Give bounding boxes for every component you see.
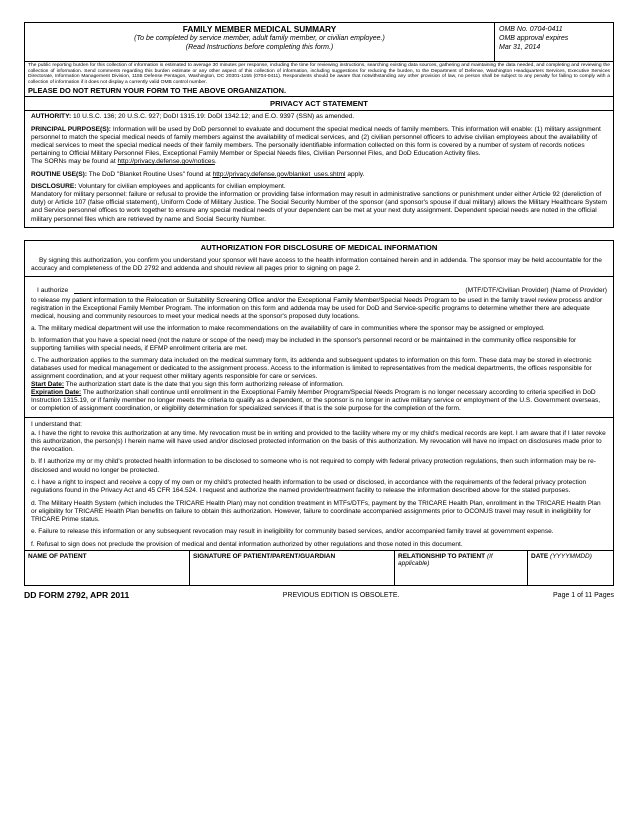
form-subtitle-1: (To be completed by service member, adult family member, or civilian employee.) [134,35,385,42]
expiration-text: The authorization shall continue until enrollment in the Exceptional Family Member Program/Special Needs Program is no longer necessary according to criteria specified in DoD Instruction 1315.19, or if family member no longer meets the criteria to qualify as a dependent, or the sponsor is no longer in active military service or employment of the U.S. Government overseas, or completion of assignment coordination, or eligibility determination for specialized services if that is the sole purpose for the completion of the form. [31,389,601,413]
routine-prefix: The DoD "Blanket Routine Uses" found at [87,170,213,178]
header-title-block [25,23,495,61]
relationship-label: RELATIONSHIP TO PATIENT [398,553,486,561]
obsolete-notice: PREVIOUS EDITION IS OBSOLETE. [282,591,400,599]
form-footer [24,586,614,600]
signature-label: SIGNATURE OF PATIENT/PARENT/GUARDIAN [193,553,336,561]
understand-item-b: b. If I authorize my or my child's protected health information to be disclosed to someone who is not required to comply with federal privacy protection regulations, then such information may be re-disclosed and would no longer be protected. [31,458,596,474]
purpose-paragraph [31,126,607,159]
disclosure-mandatory: Mandatory for military personnel: failure or refusal to provide the information or providing false information may result in administrative sanctions or punishment under either Article 92 (dereliction of duty) or Article 107 (false official statement), Uniform Code of Military Justice. The Social Security Number of the sponsor (and sponsor's spouse if dual military) allows the Military Healthcare System and Service personnel offices to work together to ensure any special medical needs of your dependent can be met at your next duty assignment. Dependent special needs are noted in the official military personnel files which are retrieved by name and Social Security Number. [31,191,608,223]
sorns-prefix: The SORNs may be found at [31,158,118,166]
privacy-act-title: PRIVACY ACT STATEMENT [25,97,613,111]
burden-statement: The public reporting burden for this collection of information is estimated to average 30 minutes per response, including the time for reviewing instructions, searching existing data sources, gathering and maintaining the data needed, and completing and reviewing the collection of information. Send comments regarding this burden estimate or any other aspect of this collection of information, including suggestions for reducing the burden, to the Department of Defense, Washington Headquarters Services, Executive Services Directorate, Information Management Division, 1155 Defense Pentagon, Washington, DC 20301-1155 (0704-0411). Respondents should be aware that notwithstanding any other provision of law, no person shall be subject to any penalty for failing to comply with a collection of information if it does not display a currently valid OMB control number. [24,62,614,85]
routine-label: ROUTINE USE(S): [31,170,88,178]
provider-type-label: (MTF/DTF/Civilian Provider) (Name of Provider) [465,287,607,295]
form-header [24,22,614,62]
routine-suffix: apply. [345,170,365,178]
start-date-text: The authorization start date is the date that you sign this form authorizing release of information. [64,381,344,389]
authorization-intro: By signing this authorization, you confirm you understand your sponsor will have access to the health information contained herein and in addenda. The sponsor may be held accountable for the accuracy and completeness of the DD 2792 and addenda and should review all pages prior to signing on page 2. [31,256,602,273]
authorization-section [24,240,614,551]
sorns-link[interactable]: http://privacy.defense.gov/notices [117,158,215,166]
purpose-label: PRINCIPAL PURPOSE(S): [31,125,111,133]
omb-block [495,23,613,61]
disclosure-text-1: Voluntary for civilian employees and applicants for civilian employment. [76,182,286,190]
expiration-label: Expiration Date: [31,389,82,397]
provider-name-field[interactable] [74,285,459,294]
routine-link[interactable]: http://privacy.defense.gov/blanket_uses.shtml [212,170,346,178]
understand-item-e: e. Failure to release this information or any subsequent revocation may result in ineligibility for community based services, and/or accompanied family travel at government expense. [31,528,554,536]
sorns-suffix: . [214,158,217,166]
sorns-paragraph [31,158,607,166]
authority-paragraph [31,113,607,121]
understand-intro: I understand that: [31,421,82,429]
understand-item-d: d. The Military Health System (which includes the TRICARE Health Plan) may not condition treatment in MTFs/DTFs, payment by the TRICARE Health Plan, enrollment in the TRICARE Health Plan or eligibility for TRICARE Health Plan benefits on failure to obtain this authorization. However, failure to coordinate accompanied assignments prior to OCONUS travel may result in ineligibility for TRICARE Prime status. [31,499,601,524]
auth-item-b: b. Information that you have a special need (not the nature or scope of the need) may be included in the sponsor's personnel record or be maintained in the community office responsible for supporting families with special needs, if EFMP enrollment criteria are met. [31,337,577,353]
date-label: DATE [531,553,549,561]
understand-item-c: c. I have a right to inspect and receive a copy of my own or my child's protected health information to be used or disclosed, in accordance with the requirements of the federal privacy protection regulations found in the Privacy Act and 45 CFR 164.524. I request and authorize the named provider/treatment facility to release the information described above for the stated purposes. [31,479,587,495]
understand-section [25,417,613,549]
form-title: FAMILY MEMBER MEDICAL SUMMARY [182,24,337,34]
signature-field[interactable] [190,551,395,585]
understand-item-f: f. Refusal to sign does not preclude the provision of medical and dental information authorized by other regulations and those noted in this document. [31,540,463,548]
signature-row [24,551,614,586]
relationship-field[interactable] [395,551,528,585]
i-authorize-label: I authorize [37,287,69,295]
date-note: (YYYYMMDD) [548,553,592,561]
form-subtitle-2: (Read Instructions before completing this form.) [185,44,334,51]
authority-text: 10 U.S.C. 136; 20 U.S.C. 927; DoDI 1315.19: DoDI 1342.12; and E.O. 9397 (SSN) as amended. [71,113,355,121]
omb-number: OMB No. 0704-0411 [499,26,563,33]
start-date-label: Start Date: [31,381,65,389]
privacy-act-section [24,97,614,227]
patient-name-field[interactable] [25,551,190,585]
routine-paragraph [31,171,607,179]
disclosure-label: DISCLOSURE: [31,182,77,190]
authority-label: AUTHORITY: [31,113,72,121]
patient-name-label: NAME OF PATIENT [28,553,87,561]
relationship-note: (If applicable) [398,553,493,568]
auth-item-c: c. The authorization applies to the summary data included on the medical summary form, its addenda and subsequent updates to information on this form. These data may be stored in electronic databases used for medical management or dedicated to the assignment process. Access to the information is limited to representatives from the medical departments, the offices responsible for assignment coordination, and at your request other military agents responsible for care or services. [31,357,592,381]
start-date-paragraph [31,381,607,389]
disclosure-paragraph [31,183,607,191]
purpose-text: Information will be used by DoD personnel to evaluate and document the special medical needs of family members. This information will enable: (1) military assignment personnel to match the special medical needs of family members against the availability of medical services, and (2) civilian personnel officers to advise civilian employees about the availability of medical services to meet the special medical needs of their family members. The personally identifiable information collected on this form is covered by a number of system of records notices pertaining to Official Military Personnel Files, Exceptional Family Member or Special Needs files, Civilian Personnel Files, and DoD Education Activity files. [31,125,601,158]
authorize-line [25,276,613,296]
return-warning: PLEASE DO NOT RETURN YOUR FORM TO THE ABOVE ORGANIZATION. [24,85,614,97]
expiration-paragraph [31,389,607,413]
form-number: DD FORM 2792, APR 2011 [24,590,130,601]
understand-item-a: a. I have the right to revoke this authorization at any time. My revocation must be in writing and provided to the facility where my or my child's medical records are kept. I am aware that if I later revoke this authorization, the person(s) I herein name will have used and/or disclosed protected information on the basis of this authorization. My revocation will have no impact on disclosures made prior to the revocation. [31,429,606,454]
omb-approval: OMB approval expires [499,35,569,42]
date-field[interactable] [528,551,613,585]
auth-item-a: a. The military medical department will use the information to make recommendations on the availability of care in communities where the sponsor may be assigned or employed. [31,325,545,333]
form-page [24,22,614,600]
release-paragraph: to release my patient information to the Relocation or Suitability Screening Office and/or the Exceptional Family Member/Special Needs Program to be used in the family travel review process and/or registration in the Exceptional Family Member Program. The information on this form and addenda may be used for DoD and Service-specific programs to determine whether there are adequate medical, housing and community resources to meet your medical needs at the sponsor's proposed duty locations. [31,297,603,321]
authorization-title: AUTHORIZATION FOR DISCLOSURE OF MEDICAL INFORMATION [200,242,438,252]
omb-date: Mar 31, 2014 [499,44,541,51]
page-count: Page 1 of 11 Pages [553,591,614,599]
